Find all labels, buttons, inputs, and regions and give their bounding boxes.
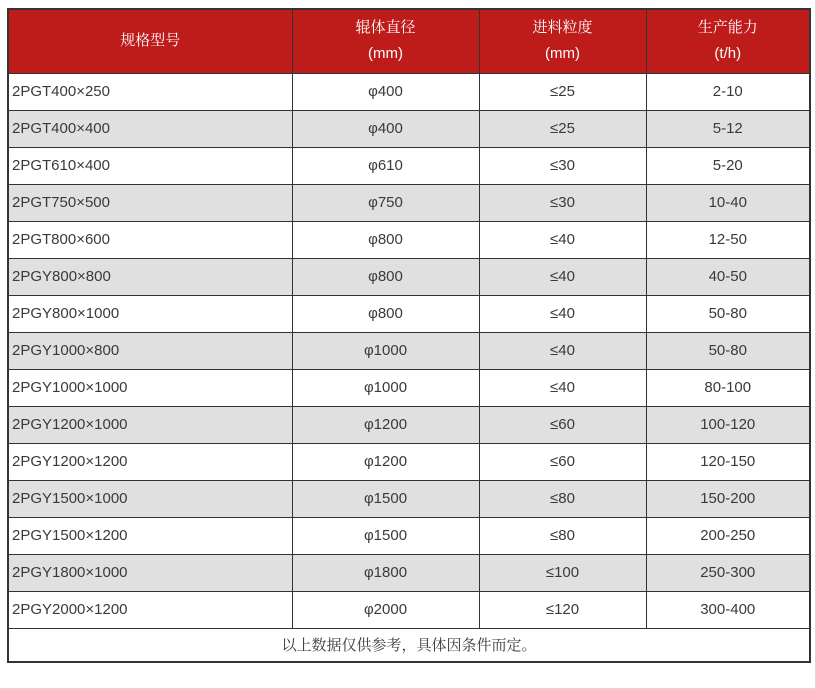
cell-model: 2PGY800×1000 [8, 295, 292, 332]
cell-roller-diameter: φ1000 [292, 369, 479, 406]
cell-roller-diameter: φ1200 [292, 406, 479, 443]
cell-capacity: 10-40 [646, 184, 810, 221]
cell-roller-diameter: φ800 [292, 258, 479, 295]
table-row [8, 258, 810, 295]
table-row [8, 147, 810, 184]
cell-roller-diameter: φ1000 [292, 332, 479, 369]
cell-model: 2PGY1500×1000 [8, 480, 292, 517]
cell-model: 2PGY2000×1200 [8, 591, 292, 628]
cell-model: 2PGT400×400 [8, 110, 292, 147]
cell-feed-size: ≤25 [479, 73, 646, 110]
cell-model: 2PGY1000×1000 [8, 369, 292, 406]
cell-capacity: 5-12 [646, 110, 810, 147]
header-cell-roller-diameter [292, 9, 479, 73]
cell-roller-diameter: φ1500 [292, 480, 479, 517]
cell-roller-diameter: φ1800 [292, 554, 479, 591]
header-label-model: 规格型号 [120, 32, 181, 50]
cell-feed-size: ≤30 [479, 147, 646, 184]
cell-feed-size: ≤25 [479, 110, 646, 147]
cell-model: 2PGT800×600 [8, 221, 292, 258]
cell-roller-diameter: φ2000 [292, 591, 479, 628]
cell-feed-size: ≤40 [479, 332, 646, 369]
cell-model: 2PGY1200×1000 [8, 406, 292, 443]
cell-feed-size: ≤80 [479, 517, 646, 554]
cell-capacity: 120-150 [646, 443, 810, 480]
header-cell-capacity [646, 9, 810, 73]
cell-feed-size: ≤60 [479, 406, 646, 443]
cell-feed-size: ≤30 [479, 184, 646, 221]
cell-roller-diameter: φ800 [292, 221, 479, 258]
cell-feed-size: ≤40 [479, 258, 646, 295]
header-unit-feed-size: (mm) [545, 45, 580, 63]
cell-roller-diameter: φ1500 [292, 517, 479, 554]
cell-model: 2PGY1200×1200 [8, 443, 292, 480]
header-unit-roller-diameter: (mm) [368, 45, 403, 63]
cell-roller-diameter: φ400 [292, 110, 479, 147]
header-label-feed-size: 进料粒度 [532, 19, 593, 37]
table-row [8, 221, 810, 258]
cell-roller-diameter: φ1200 [292, 443, 479, 480]
cell-roller-diameter: φ610 [292, 147, 479, 184]
cell-capacity: 80-100 [646, 369, 810, 406]
table-row [8, 295, 810, 332]
cell-capacity: 12-50 [646, 221, 810, 258]
cell-feed-size: ≤120 [479, 591, 646, 628]
cell-capacity: 5-20 [646, 147, 810, 184]
table-row [8, 406, 810, 443]
table-row [8, 369, 810, 406]
cell-feed-size: ≤80 [479, 480, 646, 517]
table-row [8, 73, 810, 110]
table-row [8, 332, 810, 369]
cell-capacity: 2-10 [646, 73, 810, 110]
table-row [8, 110, 810, 147]
header-cell-feed-size [479, 9, 646, 73]
header-cell-model [8, 9, 292, 73]
cell-capacity: 250-300 [646, 554, 810, 591]
cell-roller-diameter: φ400 [292, 73, 479, 110]
table-row [8, 184, 810, 221]
table-row [8, 554, 810, 591]
header-label-capacity: 生产能力 [697, 19, 758, 37]
header-unit-capacity: (t/h) [714, 45, 742, 63]
cell-capacity: 50-80 [646, 332, 810, 369]
header-label-roller-diameter: 辊体直径 [355, 19, 416, 37]
cell-model: 2PGY1500×1200 [8, 517, 292, 554]
table-row [8, 443, 810, 480]
cell-model: 2PGT400×250 [8, 73, 292, 110]
cell-roller-diameter: φ800 [292, 295, 479, 332]
cell-model: 2PGT610×400 [8, 147, 292, 184]
table-row [8, 480, 810, 517]
cell-model: 2PGT750×500 [8, 184, 292, 221]
cell-model: 2PGY800×800 [8, 258, 292, 295]
table-row [8, 591, 810, 628]
table-row [8, 517, 810, 554]
cell-feed-size: ≤40 [479, 295, 646, 332]
cell-capacity: 50-80 [646, 295, 810, 332]
spec-table [7, 8, 811, 663]
cell-capacity: 300-400 [646, 591, 810, 628]
cell-feed-size: ≤40 [479, 221, 646, 258]
footer-row [8, 628, 810, 662]
footer-note: 以上数据仅供参考，具体因条件而定。 [8, 628, 810, 662]
cell-feed-size: ≤100 [479, 554, 646, 591]
cell-capacity: 100-120 [646, 406, 810, 443]
cell-capacity: 200-250 [646, 517, 810, 554]
cell-capacity: 40-50 [646, 258, 810, 295]
cell-model: 2PGY1800×1000 [8, 554, 292, 591]
cell-model: 2PGY1000×800 [8, 332, 292, 369]
cell-feed-size: ≤60 [479, 443, 646, 480]
cell-roller-diameter: φ750 [292, 184, 479, 221]
cell-feed-size: ≤40 [479, 369, 646, 406]
header-row [8, 9, 810, 73]
cell-capacity: 150-200 [646, 480, 810, 517]
